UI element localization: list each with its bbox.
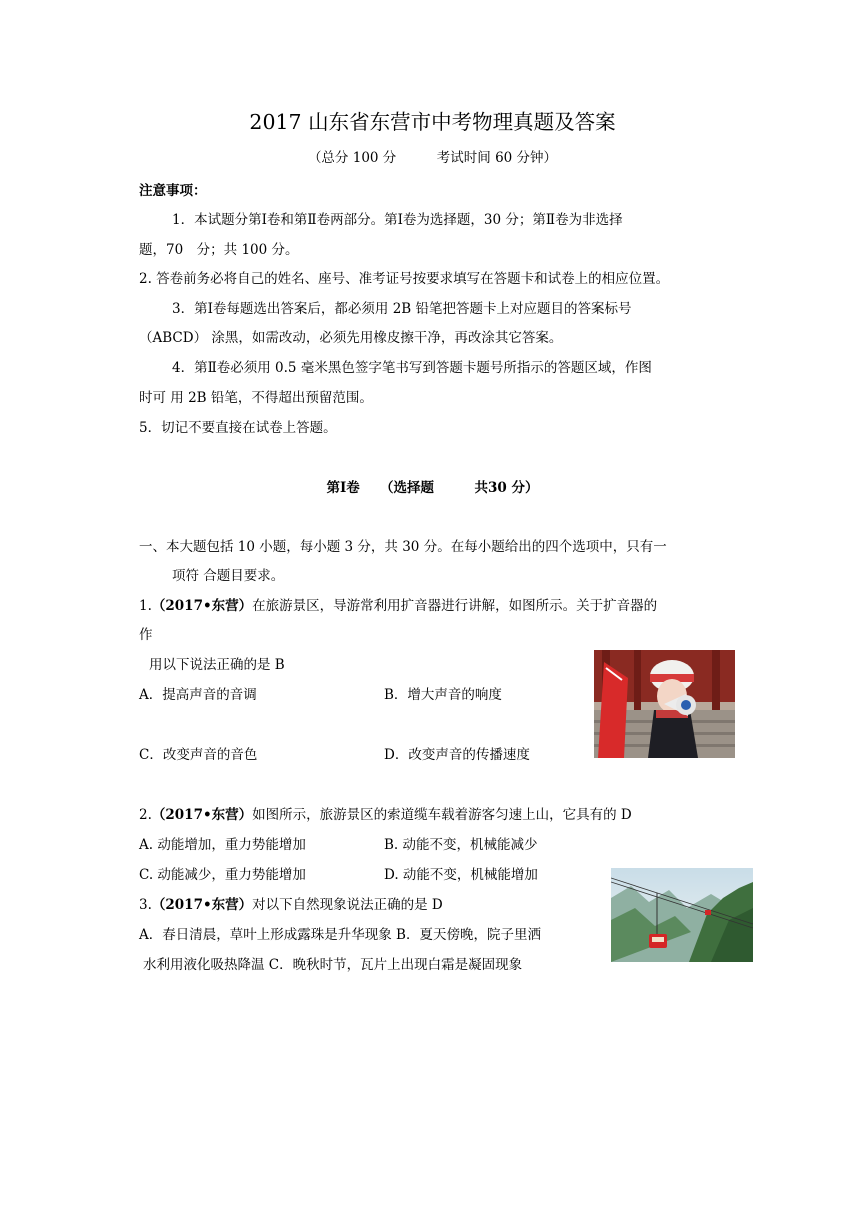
question-1-line-2: 作 [139, 627, 153, 643]
question-2-option-b: B. 动能不变，机械能减少 [384, 837, 538, 853]
question-1-line-1 [139, 598, 657, 614]
question-2-option-a: A. 动能增加，重力势能增加 [139, 837, 306, 853]
question-3-options-line-1: A．春日清晨，草叶上形成露珠是升华现象 B．夏天傍晚，院子里洒 [139, 927, 541, 943]
question-2-line-1 [139, 807, 632, 823]
notice-item-3-line-1: 3．第Ⅰ卷每题选出答案后，都必须用 2B 铅笔把答题卡上对应题目的答案标号 [172, 301, 632, 317]
question-3-line-1 [139, 897, 443, 913]
part-instructions-line-1: 一、本大题包括 10 小题，每小题 3 分，共 30 分。在每小题给出的四个选项中，只有一 [139, 539, 667, 555]
question-2-tag: （2017•东营） [151, 807, 253, 823]
question-3-tag: （2017•东营） [151, 897, 253, 913]
question-2-stem: 如图所示，旅游景区的索道缆车载着游客匀速上山，它具有的 D [252, 807, 632, 823]
question-1-option-c: C．改变声音的音色 [139, 747, 258, 763]
question-2-option-d: D. 动能不变，机械能增加 [384, 867, 538, 883]
notice-item-5: 5．切记不要直接在试卷上答题。 [139, 420, 337, 436]
notice-item-4-line-2: 时可 用 2B 铅笔，不得超出预留范围。 [139, 390, 373, 406]
question-2-option-c: C. 动能减少，重力势能增加 [139, 867, 306, 883]
question-3-stem: 对以下自然现象说法正确的是 D [252, 897, 443, 913]
cable-car-mountain-image [611, 868, 753, 962]
question-3-options-line-2: 水利用液化吸热降温 C．晚秋时节，瓦片上出现白霜是凝固现象 [143, 957, 523, 973]
notice-item-2: 2. 答卷前务必将自己的姓名、座号、准考证号按要求填写在答题卡和试卷上的相应位置。 [139, 271, 670, 287]
notice-heading: 注意事项： [139, 183, 207, 199]
question-1-option-a: A．提高声音的音调 [139, 687, 257, 703]
question-3-number: 3. [139, 897, 152, 913]
part-instructions-line-2: 项符 合题目要求。 [172, 568, 285, 584]
question-1-stem: 在旅游景区，导游常利用扩音器进行讲解，如图所示。关于扩音器的 [252, 598, 658, 614]
question-1-tag: （2017•东营） [151, 598, 253, 614]
notice-item-1-line-1: 1．本试题分第Ⅰ卷和第Ⅱ卷两部分。第Ⅰ卷为选择题，30 分；第Ⅱ卷为非选择 [172, 212, 623, 228]
question-1-option-d: D．改变声音的传播速度 [384, 747, 530, 763]
tour-guide-megaphone-image [594, 650, 735, 758]
notice-item-1-line-2: 题，70 分；共 100 分。 [139, 242, 299, 258]
question-1-line-3: 用以下说法正确的是 B [149, 657, 285, 673]
page-title: 2017 山东省东营市中考物理真题及答案 [249, 110, 616, 134]
notice-item-4-line-1: 4．第Ⅱ卷必须用 0.5 毫米黑色签字笔书写到答题卡题号所指示的答题区域，作图 [172, 360, 652, 376]
question-1-option-b: B．增大声音的响度 [384, 687, 502, 703]
section-heading: 第Ⅰ卷 （选择题 共30 分） [326, 480, 539, 496]
exam-info: （总分 100 分 考试时间 60 分钟） [307, 150, 558, 166]
question-1-number: 1. [139, 598, 152, 614]
notice-item-3-line-2: （ABCD） 涂黑，如需改动，必须先用橡皮擦干净，再改涂其它答案。 [139, 330, 563, 346]
question-2-number: 2. [139, 807, 152, 823]
